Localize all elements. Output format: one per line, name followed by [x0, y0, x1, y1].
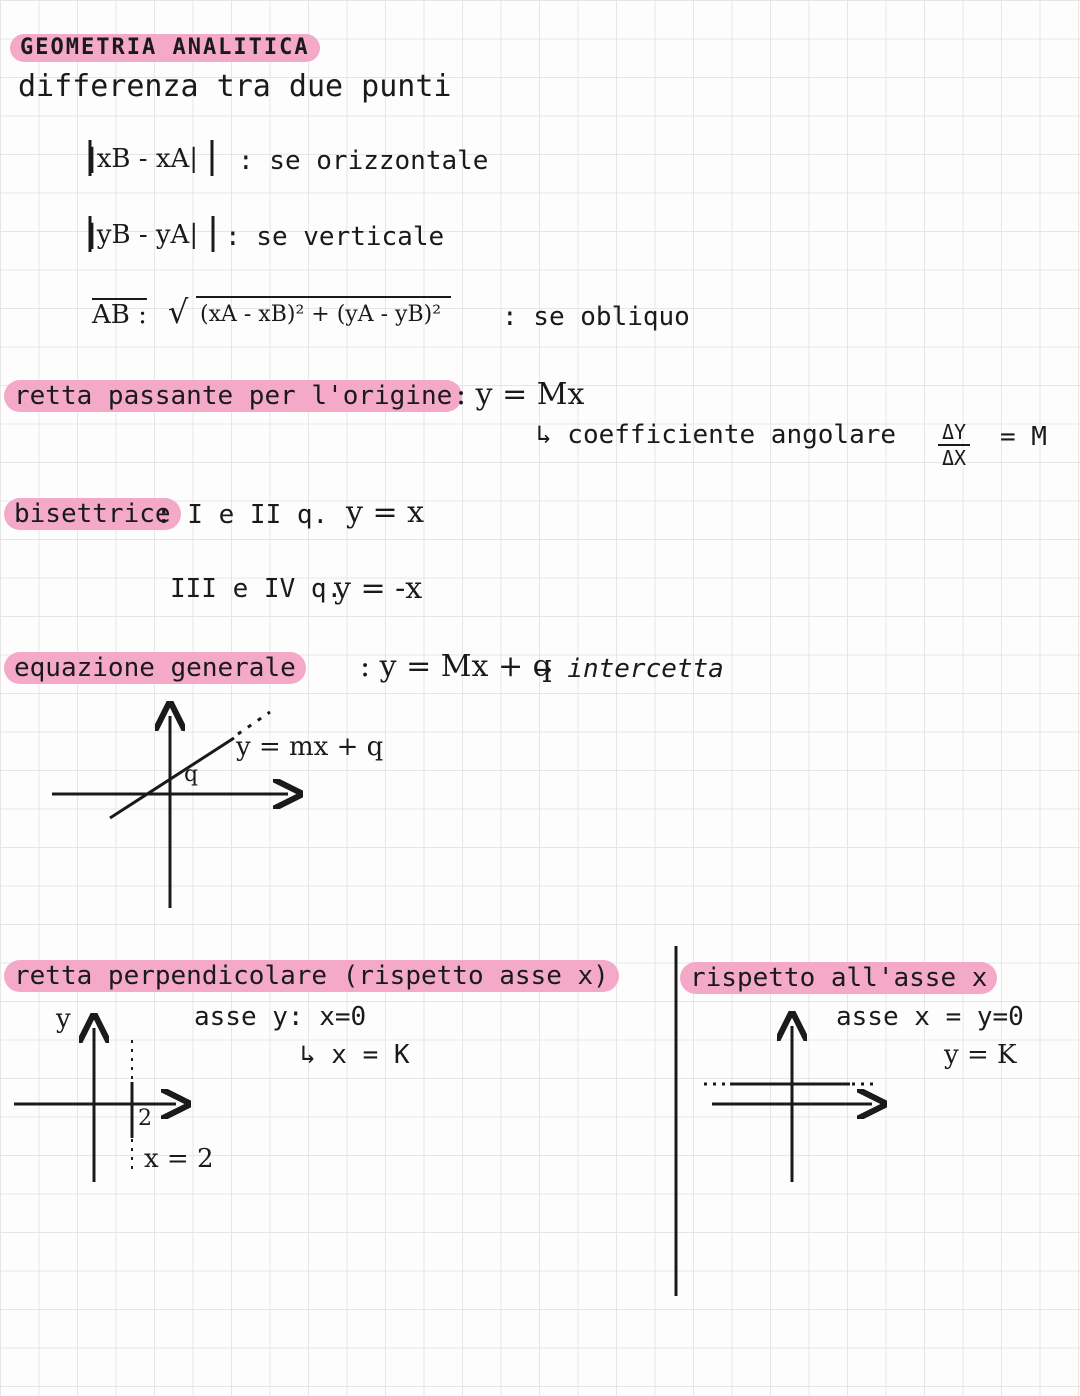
asse-x-sub: y = K [944, 1040, 1017, 1070]
parallel-graph [704, 1026, 876, 1182]
bisector-q2-label: III e IV q. [170, 574, 343, 604]
asse-x-equation: asse x = y=0 [836, 1002, 1024, 1032]
perp-tick-label: 2 [138, 1106, 152, 1131]
perp-line-label: x = 2 [144, 1144, 214, 1174]
asse-y-sub: ↳ x = K [300, 1040, 410, 1070]
general-graph [52, 712, 288, 908]
sqrt-sign: √ [168, 293, 189, 331]
bisector-q1-eq: y = x [346, 495, 425, 530]
intercept-note: → intercetta [536, 654, 724, 684]
bisector-heading: bisettrice [4, 498, 181, 530]
bisector-q1-label: : I e II q. [156, 500, 329, 530]
distance-heading: differenza tra due punti [18, 69, 452, 104]
general-heading: equazione generale [4, 652, 306, 684]
slope-result: = M [1000, 422, 1047, 452]
graph-line-label: y = mx + q [236, 732, 384, 762]
bisector-q2-eq: y = -x [334, 571, 423, 606]
perp-axis-y-label: y [56, 1004, 71, 1034]
horizontal-distance-expr: |xB - xA| [88, 144, 199, 174]
general-equation: : y = Mx + q [360, 649, 552, 684]
oblique-expr: (xA - xB)² + (yA - yB)² [196, 296, 451, 326]
distance-bars [90, 140, 213, 252]
vertical-distance-label: : se verticale [225, 222, 445, 252]
horizontal-distance-label: : se orizzontale [238, 146, 489, 176]
origin-heading: retta passante per l'origine [4, 380, 462, 412]
origin-equation: : y = Mx [456, 377, 585, 412]
slope-note: ↳ coefficiente angolare [536, 420, 897, 450]
fraction-numerator: ΔY [938, 420, 970, 446]
general-line-dashed [238, 712, 270, 734]
oblique-lhs: AB : [92, 300, 147, 330]
perpendicular-heading: retta perpendicolare (rispetto asse x) [4, 960, 619, 992]
page-title: GEOMETRIA ANALITICA [10, 34, 320, 62]
asse-y-equation: asse y: x=0 [194, 1002, 367, 1032]
oblique-label: : se obliquo [502, 302, 690, 332]
parallel-heading: rispetto all'asse x [680, 962, 997, 994]
perpendicular-graph [14, 1028, 176, 1182]
general-line [110, 738, 234, 818]
graph-q-label: q [184, 762, 199, 787]
fraction-denominator: ΔX [942, 446, 967, 470]
vertical-distance-expr: |yB - yA| [88, 220, 199, 250]
